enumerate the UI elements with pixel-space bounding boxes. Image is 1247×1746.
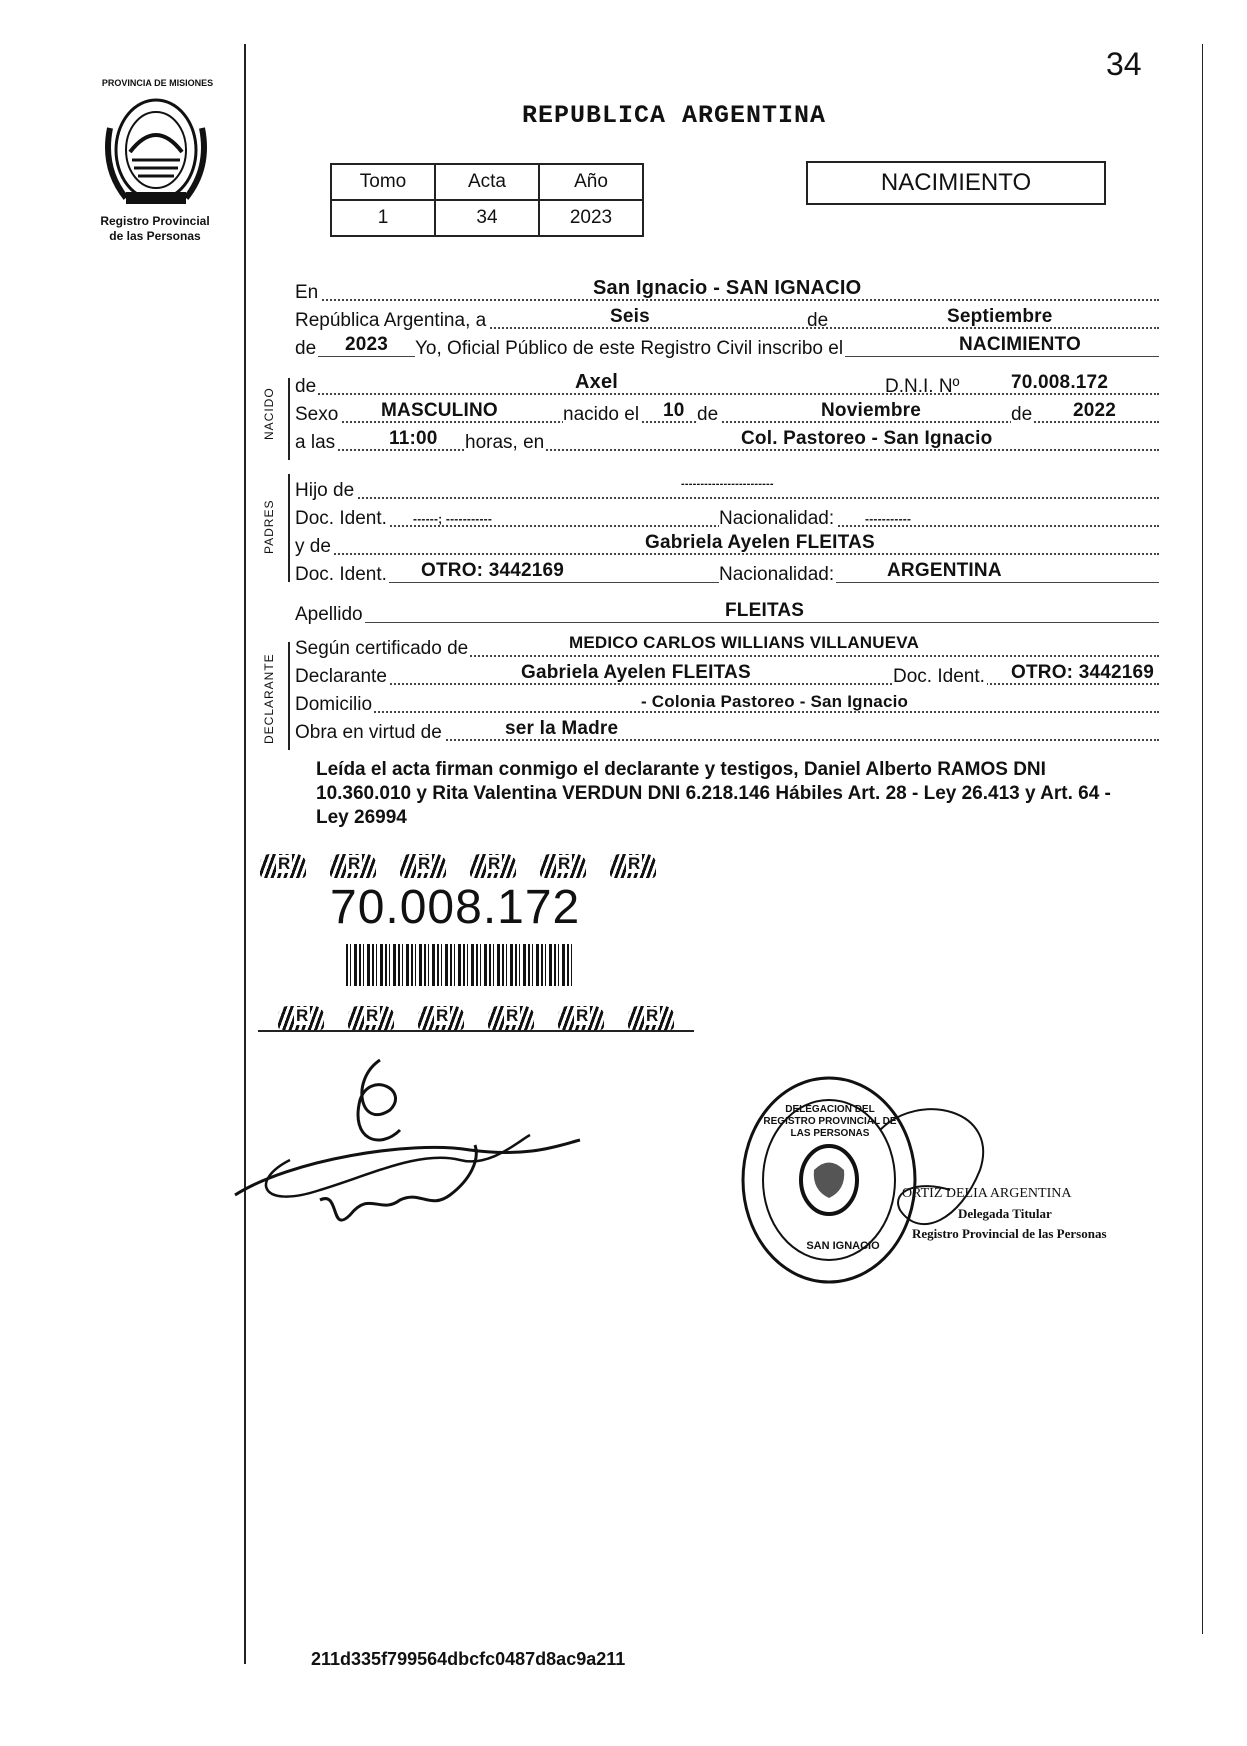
- signature-scribble: [230, 1040, 590, 1240]
- certificate-value: MEDICO CARLOS WILLIANS VILLANUEVA: [569, 633, 920, 652]
- anio-value: 2023: [539, 200, 643, 236]
- label-declarante: Declarante: [295, 666, 387, 687]
- label-certificado: Según certificado de: [295, 638, 469, 659]
- label-doc-madre: Doc. Ident.: [295, 564, 387, 585]
- label-de: de: [807, 310, 829, 331]
- stamp-ring-text: DELEGACION DEL REGISTRO PROVINCIAL DE LAS PERSONAS: [763, 1104, 897, 1139]
- month-value: Septiembre: [947, 306, 1053, 327]
- birth-day-value: 10: [663, 400, 685, 421]
- birth-place-value: Col. Pastoreo - San Ignacio: [741, 428, 993, 449]
- registry-line-1: Registro Provincial: [100, 214, 210, 228]
- label-dni: D.N.I. Nº: [885, 376, 960, 397]
- acta-value: 34: [435, 200, 539, 236]
- father-value: ------------------------: [681, 478, 774, 490]
- label-de-mes: de: [697, 404, 719, 425]
- closing-text: Leída el acta firman conmigo el declarante y testigos, Daniel Alberto RAMOS DNI 10.360.010 y Rita Valentina VERDUN DNI 6.218.146 Hábiles Art. 28 - Ley 26.413 y Art. 64 - Ley 26994: [316, 759, 1111, 828]
- logo-ring-text: PROVINCIA DE MISIONES: [101, 78, 214, 88]
- row-sexo: [295, 402, 1159, 428]
- stamp-bottom-text: SAN IGNACIO: [806, 1240, 880, 1252]
- page-number: 34: [1106, 46, 1142, 82]
- birth-year-value: 2022: [1073, 400, 1117, 421]
- record-type: NACIMIENTO: [880, 169, 1032, 196]
- row-doc-madre: [295, 562, 1159, 588]
- row-declarante: [295, 664, 1159, 690]
- address-value: - Colonia Pastoreo - San Ignacio: [641, 692, 909, 711]
- row-apellido: [295, 602, 1159, 628]
- place-value: San Ignacio - SAN IGNACIO: [593, 277, 862, 299]
- nacido-tag: NACIDO: [262, 387, 276, 440]
- day-value: Seis: [610, 306, 650, 327]
- registry-line-2: de las Personas: [109, 229, 201, 243]
- sticker-barcode: [346, 944, 572, 986]
- label-nac-padre: Nacionalidad:: [719, 508, 835, 529]
- name-value: Axel: [575, 371, 619, 393]
- row-inscribo: [295, 336, 1159, 362]
- row-nombre: [295, 371, 1159, 400]
- label-obra: Obra en virtud de: [295, 722, 442, 743]
- tomo-value: 1: [331, 200, 435, 236]
- mother-doc-value: OTRO: 3442169: [421, 560, 565, 581]
- sticker-number: 70.008.172: [330, 881, 581, 934]
- country-title: REPUBLICA ARGENTINA: [522, 101, 827, 130]
- mother-nat-value: ARGENTINA: [887, 560, 1002, 581]
- label-sexo: Sexo: [295, 404, 339, 425]
- label-doc-padre: Doc. Ident.: [295, 508, 387, 529]
- sex-value: MASCULINO: [381, 400, 498, 421]
- official-role: Delegada Titular: [958, 1206, 1052, 1221]
- label-republica: República Argentina, a: [295, 310, 487, 331]
- province-logo: [96, 88, 216, 214]
- label-inscribo: Yo, Oficial Público de este Registro Civil inscribo el: [415, 338, 844, 359]
- footer-hash: 211d335f799564dbcfc0487d8ac9a211: [311, 1649, 626, 1669]
- record-table: [330, 163, 644, 237]
- surname-value: FLEITAS: [725, 600, 805, 621]
- record-header: Tomo: [331, 164, 435, 200]
- padres-bracket: [288, 474, 290, 582]
- label-de-nombre: de: [295, 376, 317, 397]
- sticker-underline: [258, 1030, 694, 1032]
- label-en: En: [295, 282, 319, 303]
- birth-month-value: Noviembre: [821, 400, 922, 421]
- label-apellido: Apellido: [295, 604, 363, 625]
- capacity-value: ser la Madre: [505, 718, 619, 739]
- declarant-value: Gabriela Ayelen FLEITAS: [521, 662, 751, 683]
- father-nat-value: -----------: [865, 512, 912, 526]
- left-margin-line: [244, 44, 246, 1664]
- label-nac-madre: Nacionalidad:: [719, 564, 835, 585]
- row-certificado: [295, 633, 1159, 662]
- row-hijo-de: [295, 478, 1159, 504]
- official-org: Registro Provincial de las Personas: [912, 1226, 1107, 1241]
- row-obra: [295, 720, 1159, 746]
- label-y-de: y de: [295, 536, 331, 557]
- year-value: 2023: [345, 334, 389, 355]
- record-type-box: [806, 161, 1106, 205]
- row-y-de: [295, 534, 1159, 560]
- nacido-bracket: [288, 378, 290, 460]
- record-header: Año: [539, 164, 643, 200]
- coat-of-arms-icon: [96, 88, 216, 214]
- security-strip-top: [260, 854, 680, 883]
- time-value: 11:00: [389, 428, 438, 449]
- label-hijo-de: Hijo de: [295, 480, 355, 501]
- official-name: ORTIZ DELIA ARGENTINA: [902, 1186, 1072, 1201]
- label-doc-declarante: Doc. Ident.: [893, 666, 985, 687]
- row-hora: [295, 430, 1159, 456]
- label-domicilio: Domicilio: [295, 694, 373, 715]
- mother-value: Gabriela Ayelen FLEITAS: [645, 532, 875, 553]
- declarante-tag: DECLARANTE: [262, 653, 276, 744]
- dni-value: 70.008.172: [1011, 372, 1109, 393]
- father-doc-value: ------; -----------: [413, 512, 493, 526]
- row-en: [295, 277, 1159, 306]
- record-header: Acta: [435, 164, 539, 200]
- label-nacido-el: nacido el: [563, 404, 640, 425]
- row-fecha: [295, 308, 1159, 334]
- padres-tag: PADRES: [262, 499, 276, 554]
- label-a-las: a las: [295, 432, 336, 453]
- inscribed-value: NACIMIENTO: [959, 334, 1081, 355]
- label-de-anio: de: [1011, 404, 1033, 425]
- declarant-doc-value: OTRO: 3442169: [1011, 662, 1155, 683]
- label-de2: de: [295, 338, 317, 359]
- right-margin-line: [1202, 44, 1203, 1634]
- label-horas-en: horas, en: [465, 432, 545, 453]
- row-doc-padre: [295, 506, 1159, 532]
- declarante-bracket: [288, 642, 290, 750]
- row-domicilio: [295, 692, 1159, 718]
